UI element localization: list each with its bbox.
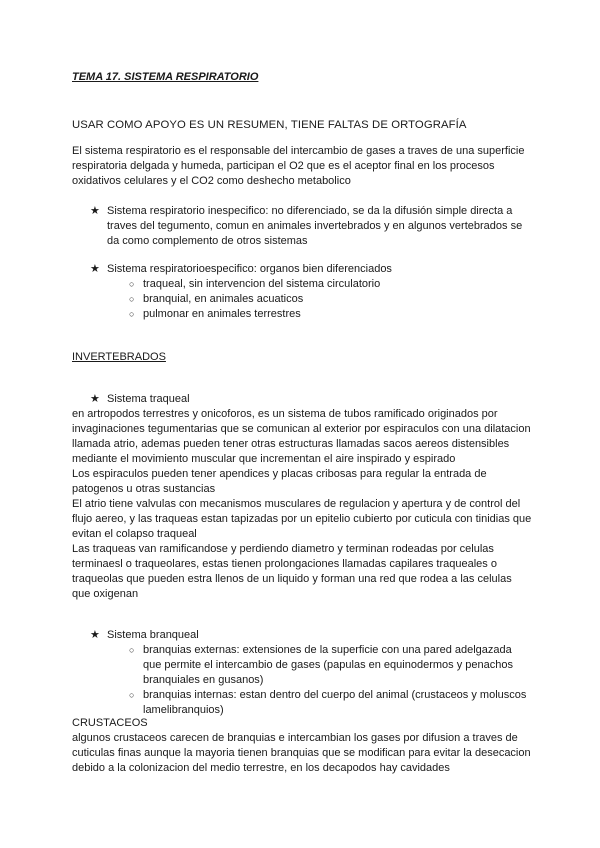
inespecifico-text: Sistema respiratorio inespecifico: no diferenciado, se da la difusión simple directa a traves del tegumento, comun en animales invertebrados y en algunos vertebrados se da como complemento de otros sistemas	[107, 205, 523, 247]
intro-text: El sistema respiratorio es el responsable del intercambio de gases a traves de una superficie respiratoria delgada y humeda, participan el O2 que es el aceptor final en los procesos oxidativos celulares y el CO2 como deshecho metabolico	[72, 145, 525, 187]
intro-paragraph	[72, 144, 532, 189]
branqueal-section	[72, 628, 532, 718]
notice-text: USAR COMO APOYO ES UN RESUMEN, TIENE FALTAS DE ORTOGRAFÍA	[72, 119, 467, 131]
traqueal-text: en artropodos terrestres y onicoforos, es un sistema de tubos ramificado originados por invaginaciones tegumentarias que se comunican al exterior por espiraculos con una dilatacion llamada atrio, ademas pueden tener otras estructuras llamadas sacos aereos distensibles mediante el movimiento muscular que incrementan el aire inspirado y espirado	[72, 408, 531, 465]
branqueal-label: Sistema branqueal	[107, 629, 199, 641]
branqueal-subitem: branquias internas: estan dentro del cuerpo del animal (crustaceos y moluscos lamelibranquios)	[143, 689, 527, 716]
circle-bullet-icon: ○	[129, 309, 135, 319]
star-bullet-icon: ★	[90, 629, 100, 641]
circle-bullet-icon: ○	[129, 279, 135, 289]
page-title: TEMA 17. SISTEMA RESPIRATORIO	[72, 71, 259, 83]
traqueal-section	[72, 392, 532, 602]
star-bullet-icon: ★	[90, 393, 100, 405]
traqueal-label: Sistema traqueal	[107, 393, 190, 405]
star-bullet-icon: ★	[90, 205, 100, 217]
especifico-subitem: traqueal, sin intervencion del sistema circulatorio	[143, 278, 381, 290]
especifico-item	[72, 262, 532, 322]
crustaceos-paragraph	[72, 731, 532, 776]
invertebrados-heading: INVERTEBRADOS	[72, 351, 166, 363]
especifico-subitem: branquial, en animales acuaticos	[143, 293, 304, 305]
circle-bullet-icon: ○	[129, 690, 135, 700]
crustaceos-heading: CRUSTACEOS	[72, 717, 148, 729]
ramificacion-text: Las traqueas van ramificandose y perdiendo diametro y terminan rodeadas por celulas terminaesl o traqueolares, estas tienen prolongaciones llamadas capilares traqueales o traqueolas que pueden estra llenos de un liquido y forman una red que rodea a las celulas que oxigenan	[72, 543, 512, 600]
inespecifico-item	[72, 204, 532, 249]
circle-bullet-icon: ○	[129, 294, 135, 304]
especifico-subitem: pulmonar en animales terrestres	[143, 308, 301, 320]
star-bullet-icon: ★	[90, 263, 100, 275]
branqueal-subitem: branquias externas: extensiones de la superficie con una pared adelgazada que permite el intercambio de gases (papulas en equinodermos y penachos branquiales en gusanos)	[143, 644, 513, 686]
espiraculos-text: Los espiraculos pueden tener apendices y placas cribosas para regular la entrada de patogenos u otras sustancias	[72, 468, 487, 495]
atrio-text: El atrio tiene valvulas con mecanismos musculares de regulacion y apertura y de control del flujo aereo, y las traqueas estan tapizadas por un epitelio cubierto por cuticula con tinidias que evitan el colapso traqueal	[72, 498, 532, 540]
crustaceos-text: algunos crustaceos carecen de branquias e intercambian los gases por difusion a traves de cuticulas finas aunque la mayoria tienen branquias que se modifican para evitar la desecacion debido a la colonizacion del medio terrestre, en los decapodos hay cavidades	[72, 732, 531, 774]
circle-bullet-icon: ○	[129, 645, 135, 655]
especifico-label: Sistema respiratorioespecifico: organos bien diferenciados	[107, 263, 392, 275]
